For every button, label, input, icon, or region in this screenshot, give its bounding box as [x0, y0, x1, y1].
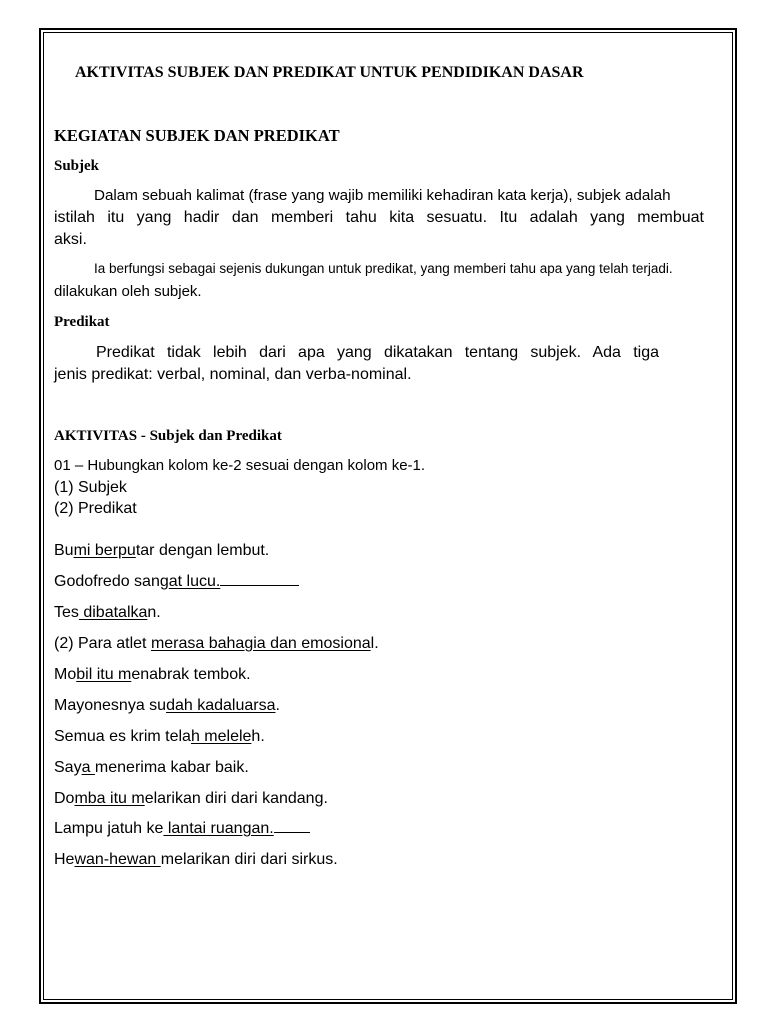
section-heading: KEGIATAN SUBJEK DAN PREDIKAT	[54, 126, 340, 145]
sentence-text: Semua es krim tela	[54, 728, 191, 745]
predikat-heading: Predikat	[54, 314, 110, 330]
sentence-text: elarikan diri dari kandang.	[144, 790, 328, 807]
sentence-item	[54, 635, 379, 653]
sentence-underlined: bil itu m	[76, 666, 132, 683]
sentence-text: Mo	[54, 666, 77, 683]
sentence-item	[54, 666, 251, 684]
sentence-text: Mayonesnya su	[54, 697, 167, 714]
sentence-underlined: at lucu.	[168, 573, 221, 590]
sentence-text: (2) Para atlet	[54, 635, 151, 652]
sentence-underlined: wan-hewan	[74, 851, 161, 868]
sentence-text: He	[54, 851, 75, 868]
subjek-para1-line3: aksi.	[54, 231, 87, 248]
activity-heading-rest: Subjek dan Predikat	[149, 428, 282, 444]
sentence-underlined: merasa bahagia dan emosiona	[150, 635, 371, 652]
sentence-underlined: h melele	[190, 728, 252, 745]
sentence-underlined: dah kadaluarsa	[166, 697, 276, 714]
subjek-para1-line1: Dalam sebuah kalimat (frase yang wajib memiliki kehadiran kata kerja), subjek adalah	[94, 187, 671, 204]
sentence-text: Bu	[54, 542, 74, 559]
answer-blank	[274, 831, 310, 833]
sentence-text: h.	[251, 728, 265, 745]
sentence-item	[54, 790, 328, 808]
sentence-text: enabrak tembok.	[131, 666, 251, 683]
answer-blank	[220, 584, 299, 586]
sentence-underlined: mi berpu	[73, 542, 136, 559]
option-predikat: (2) Predikat	[54, 500, 137, 517]
sentence-text: n.	[147, 604, 161, 621]
document-title: AKTIVITAS SUBJEK DAN PREDIKAT UNTUK PENDIDIKAN DASAR	[75, 64, 584, 81]
activity-heading	[54, 428, 282, 445]
activity-instruction: 01 – Hubungkan kolom ke-2 sesuai dengan kolom ke-1.	[54, 457, 426, 474]
predikat-para-line2: jenis predikat: verbal, nominal, dan verba-nominal.	[54, 366, 412, 383]
activity-heading-separator: -	[137, 428, 150, 444]
sentence-text: Tes	[54, 604, 79, 621]
activity-heading-bold: AKTIVITAS	[54, 428, 138, 444]
sentence-text: l.	[370, 635, 379, 652]
sentence-item	[54, 542, 269, 560]
sentence-text: .	[275, 697, 280, 714]
sentence-text: melarikan diri dari sirkus.	[160, 851, 338, 868]
sentence-text: Godofredo sang	[54, 573, 169, 590]
sentence-text: tar dengan lembut.	[135, 542, 270, 559]
sentence-item	[54, 759, 249, 777]
subjek-para1-line2: istilah itu yang hadir dan memberi tahu kita sesuatu. Itu adalah yang membuat	[54, 209, 704, 226]
sentence-text: menerima kabar baik.	[94, 759, 249, 776]
sentence-item	[54, 697, 280, 715]
sentence-text: Do	[54, 790, 75, 807]
sentence-underlined: lantai ruangan.	[163, 820, 274, 837]
sentence-item	[54, 604, 161, 622]
sentence-text: Lampu jatuh ke	[54, 820, 164, 837]
subjek-heading: Subjek	[54, 158, 100, 174]
subjek-para2-line1: Ia berfungsi sebagai sejenis dukungan untuk predikat, yang memberi tahu apa yang telah terjadi.	[94, 261, 673, 276]
sentence-item	[54, 820, 310, 838]
sentence-underlined: mba itu m	[74, 790, 145, 807]
sentence-item	[54, 851, 338, 869]
sentence-item	[54, 728, 265, 746]
sentence-underlined: a	[81, 759, 95, 776]
predikat-para-line1: Predikat tidak lebih dari apa yang dikatakan tentang subjek. Ada tiga	[96, 344, 659, 361]
sentence-text: Say	[54, 759, 82, 776]
sentence-underlined: dibatalka	[78, 604, 148, 621]
sentence-item	[54, 573, 299, 591]
subjek-para2-line2: dilakukan oleh subjek.	[54, 283, 202, 300]
option-subjek: (1) Subjek	[54, 479, 127, 496]
